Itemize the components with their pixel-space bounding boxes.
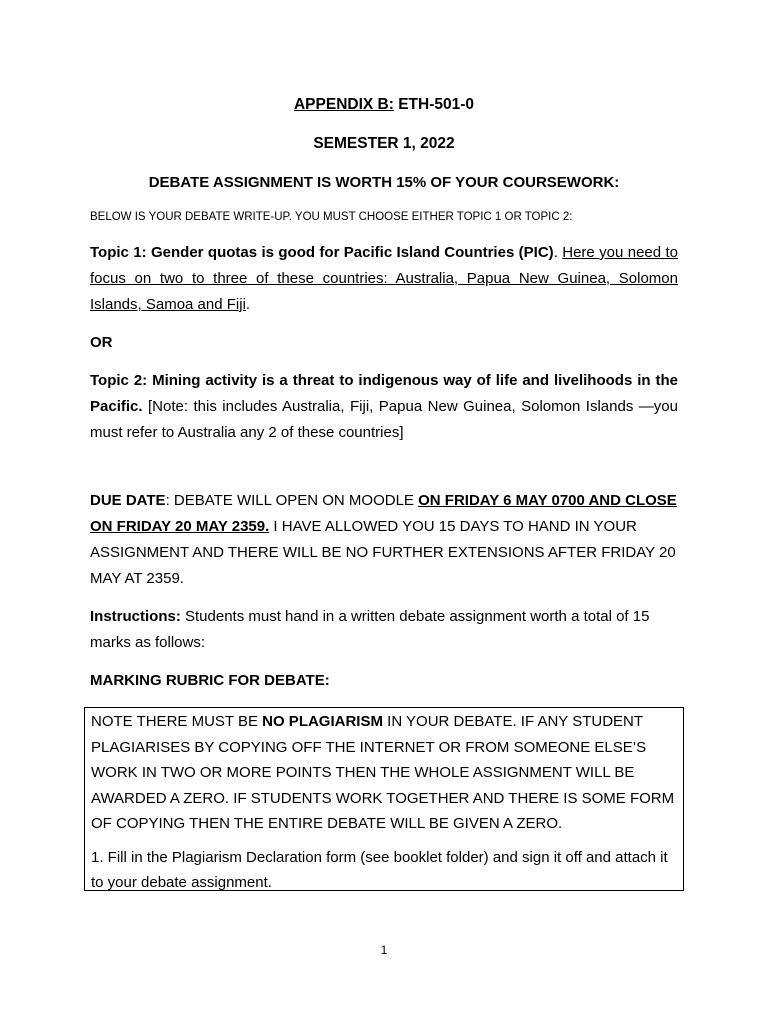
plagiarism-note-pre: NOTE THERE MUST BE <box>91 713 263 730</box>
due-date-paragraph <box>90 488 678 592</box>
due-date-label: DUE DATE <box>90 492 166 509</box>
due-date-open-text: : DEBATE WILL OPEN ON MOODLE <box>165 492 419 509</box>
due-date-extension-text: I HAVE ALLOWED YOU 15 DAYS TO HAND IN YOUR ASSIGNMENT AND THERE WILL BE NO FURTHER EXTENSIONS AFTER FRIDAY 20 MAY AT 2359. <box>90 518 676 587</box>
or-separator: OR <box>90 334 113 351</box>
topic-1-title: Topic 1: Gender quotas is good for Pacific Island Countries (PIC) <box>90 244 554 261</box>
topic-1-period: . <box>553 244 563 261</box>
course-code: ETH-501-0 <box>393 96 475 113</box>
topic-2-title: Topic 2: Mining activity is a threat to indigenous way of life and livelihoods in the Pacific. <box>90 372 678 415</box>
page-number: 1 <box>380 943 388 957</box>
topic-1-paragraph <box>90 240 678 318</box>
instructions-paragraph <box>90 604 678 656</box>
plagiarism-note <box>91 709 677 837</box>
topic-2-paragraph <box>90 368 678 446</box>
instructions-text: Students must hand in a written debate assignment worth a total of 15 marks as follows: <box>90 608 650 651</box>
plagiarism-note-post: IN YOUR DEBATE. IF ANY STUDENT PLAGIARISES BY COPYING OFF THE INTERNET OR FROM SOMEONE ELSE’S WORK IN TWO OR MORE POINTS THEN THE WHOLE ASSIGNMENT WILL BE AWARDED A ZERO. IF STUDENTS WORK TOGETHER AND THERE IS SOME FORM OF COPYING THEN THE ENTIRE DEBATE WILL BE GIVEN A ZERO. <box>91 713 675 832</box>
due-date-window: ON FRIDAY 6 MAY 0700 AND CLOSE ON FRIDAY 20 MAY 2359. <box>90 492 677 535</box>
intro-instruction: BELOW IS YOUR DEBATE WRITE-UP. YOU MUST CHOOSE EITHER TOPIC 1 OR TOPIC 2: <box>90 211 573 223</box>
appendix-title <box>0 96 768 114</box>
appendix-label: APPENDIX B: <box>293 96 394 113</box>
assignment-weight-heading: DEBATE ASSIGNMENT IS WORTH 15% OF YOUR COURSEWORK: <box>148 174 620 191</box>
instructions-label: Instructions: <box>90 608 181 625</box>
topic-2-note: [Note: this includes Australia, Fiji, Papua New Guinea, Solomon Islands —you must refer to Australia any 2 of these countries] <box>90 398 678 441</box>
topic-1-focus-note: Here you need to focus on two to three of these countries: Australia, Papua New Guinea, Solomon Islands, Samoa and Fiji <box>90 244 678 313</box>
rubric-heading: MARKING RUBRIC FOR DEBATE: <box>90 672 330 689</box>
rubric-item-1: 1. Fill in the Plagiarism Declaration form (see booklet folder) and sign it off and attach it to your debate assignment. <box>91 848 668 891</box>
topic-1-end: . <box>245 296 251 313</box>
semester-heading: SEMESTER 1, 2022 <box>313 135 455 152</box>
no-plagiarism-emphasis: NO PLAGIARISM <box>262 713 383 730</box>
rubric-box <box>84 707 684 891</box>
